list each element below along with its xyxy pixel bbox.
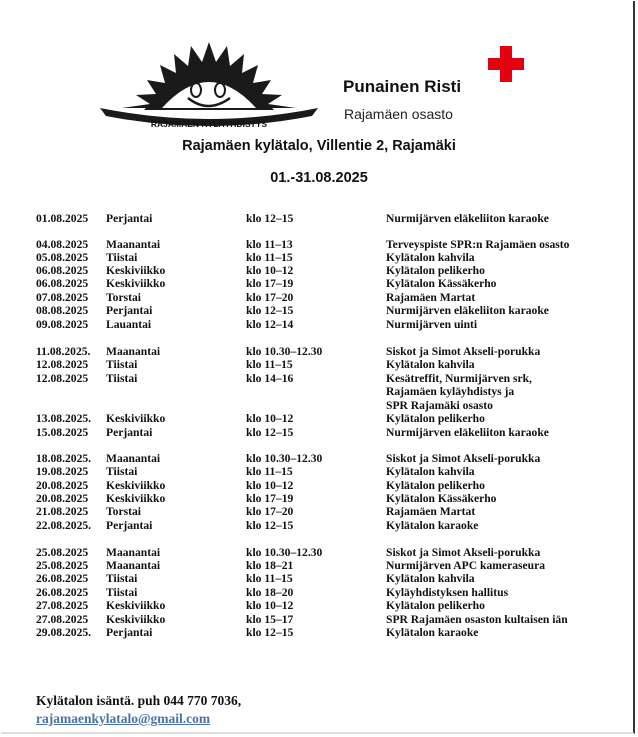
row-event: Kesätreffit, Nurmijärven srk, bbox=[386, 372, 532, 385]
row-day: Tiistai bbox=[106, 372, 138, 385]
row-date: 25.08.2025 bbox=[36, 559, 89, 572]
row-day: Tiistai bbox=[106, 251, 138, 264]
row-event: Kylätalon karaoke bbox=[386, 626, 479, 639]
row-day: Keskiviikko bbox=[106, 412, 166, 425]
row-event: Kylätalon kahvila bbox=[386, 358, 475, 371]
row-time: klo 18–21 bbox=[246, 559, 294, 572]
row-event: Kylätalon karaoke bbox=[386, 519, 479, 532]
row-day: Maanantai bbox=[106, 546, 161, 559]
row-event: Kylätalon kahvila bbox=[386, 465, 475, 478]
row-date: 08.08.2025 bbox=[36, 304, 89, 317]
period-title: 01.-31.08.2025 bbox=[270, 170, 368, 186]
row-time: klo 15–17 bbox=[246, 613, 294, 626]
row-time: klo 12–15 bbox=[246, 626, 294, 639]
logo-text: RAJAMÄEN KYLÄYHDISTYS bbox=[150, 119, 268, 129]
row-date: 21.08.2025 bbox=[36, 505, 89, 518]
row-time: klo 17–19 bbox=[246, 492, 294, 505]
row-day: Perjantai bbox=[106, 626, 153, 639]
row-event: Rajamäen kyläyhdistys ja bbox=[386, 385, 515, 398]
row-event: Kylätalon kahvila bbox=[386, 572, 475, 585]
row-date: 26.08.2025 bbox=[36, 586, 89, 599]
row-date: 20.08.2025 bbox=[36, 479, 89, 492]
row-event: Siskot ja Simot Akseli-porukka bbox=[386, 452, 541, 465]
row-event: Nurmijärven eläkeliiton karaoke bbox=[386, 304, 549, 317]
row-event: Nurmijärven APC kameraseura bbox=[386, 559, 546, 572]
row-event: Kylätalon pelikerho bbox=[386, 264, 485, 277]
row-time: klo 11–13 bbox=[246, 238, 293, 251]
row-date: 12.08.2025 bbox=[36, 372, 89, 385]
row-date: 15.08.2025 bbox=[36, 426, 89, 439]
row-date: 13.08.2025. bbox=[36, 412, 92, 425]
row-day: Perjantai bbox=[106, 426, 153, 439]
org-subtitle: Rajamäen osasto bbox=[344, 106, 453, 122]
row-date: 06.08.2025 bbox=[36, 277, 89, 290]
row-date: 27.08.2025 bbox=[36, 599, 89, 612]
row-day: Keskiviikko bbox=[106, 599, 166, 612]
row-event: Rajamäen Martat bbox=[386, 291, 476, 304]
row-date: 18.08.2025. bbox=[36, 452, 92, 465]
row-event: Kyläyhdistyksen hallitus bbox=[386, 586, 509, 599]
row-date: 29.08.2025. bbox=[36, 626, 92, 639]
row-date: 11.08.2025. bbox=[36, 345, 91, 358]
sun-icon bbox=[122, 42, 296, 110]
row-day: Maanantai bbox=[106, 345, 161, 358]
row-time: klo 17–20 bbox=[246, 505, 294, 518]
row-event: Siskot ja Simot Akseli-porukka bbox=[386, 546, 541, 559]
row-time: klo 18–20 bbox=[246, 586, 294, 599]
row-day: Keskiviikko bbox=[106, 492, 166, 505]
venue-address: Rajamäen kylätalo, Villentie 2, Rajamäki bbox=[182, 138, 456, 154]
row-event: Kylätalon Kässäkerho bbox=[386, 277, 497, 290]
row-event: Kylätalon pelikerho bbox=[386, 479, 485, 492]
row-day: Tiistai bbox=[106, 586, 138, 599]
contact-text: Kylätalon isäntä. puh 044 770 7036, bbox=[36, 693, 242, 708]
row-time: klo 14–16 bbox=[246, 372, 294, 385]
row-time: klo 10.30–12.30 bbox=[246, 345, 323, 358]
rajamaen-kylayhdistys-logo bbox=[96, 40, 322, 132]
row-event: Kylätalon pelikerho bbox=[386, 412, 485, 425]
row-time: klo 12–15 bbox=[246, 212, 294, 225]
row-time: klo 11–15 bbox=[246, 572, 293, 585]
row-date: 09.08.2025 bbox=[36, 318, 89, 331]
row-time: klo 10–12 bbox=[246, 599, 294, 612]
row-date: 22.08.2025. bbox=[36, 519, 92, 532]
row-date: 06.08.2025 bbox=[36, 264, 89, 277]
row-day: Maanantai bbox=[106, 559, 161, 572]
row-time: klo 12–14 bbox=[246, 318, 294, 331]
row-date: 19.08.2025 bbox=[36, 465, 89, 478]
row-date: 25.08.2025 bbox=[36, 546, 89, 559]
row-event: SPR Rajamäen osaston kultaisen iän bbox=[386, 613, 568, 626]
row-event: Nurmijärven eläkeliiton karaoke bbox=[386, 426, 549, 439]
row-date: 01.08.2025 bbox=[36, 212, 89, 225]
row-date: 12.08.2025 bbox=[36, 358, 89, 371]
row-time: klo 17–20 bbox=[246, 291, 294, 304]
row-day: Perjantai bbox=[106, 212, 153, 225]
row-day: Tiistai bbox=[106, 465, 138, 478]
row-day: Tiistai bbox=[106, 572, 138, 585]
row-date: 20.08.2025 bbox=[36, 492, 89, 505]
row-event: SPR Rajamäki osasto bbox=[386, 399, 493, 412]
row-event: Kylätalon pelikerho bbox=[386, 599, 485, 612]
row-day: Keskiviikko bbox=[106, 613, 166, 626]
row-date: 07.08.2025 bbox=[36, 291, 89, 304]
row-time: klo 12–15 bbox=[246, 519, 294, 532]
row-day: Maanantai bbox=[106, 238, 161, 251]
row-day: Torstai bbox=[106, 291, 142, 304]
row-date: 26.08.2025 bbox=[36, 572, 89, 585]
row-event: Siskot ja Simot Akseli-porukka bbox=[386, 345, 541, 358]
row-event: Nurmijärven uinti bbox=[386, 318, 478, 331]
row-day: Keskiviikko bbox=[106, 277, 166, 290]
row-event: Rajamäen Martat bbox=[386, 505, 476, 518]
row-time: klo 12–15 bbox=[246, 304, 294, 317]
row-day: Maanantai bbox=[106, 452, 161, 465]
row-time: klo 10–12 bbox=[246, 479, 294, 492]
row-event: Kylätalon Kässäkerho bbox=[386, 492, 497, 505]
row-event: Nurmijärven eläkeliiton karaoke bbox=[386, 212, 549, 225]
row-day: Perjantai bbox=[106, 519, 153, 532]
row-day: Lauantai bbox=[106, 318, 152, 331]
org-title: Punainen Risti bbox=[343, 77, 462, 96]
row-time: klo 17–19 bbox=[246, 277, 294, 290]
row-day: Torstai bbox=[106, 505, 142, 518]
red-cross-icon bbox=[488, 46, 524, 82]
row-date: 27.08.2025 bbox=[36, 613, 89, 626]
row-time: klo 10.30–12.30 bbox=[246, 546, 323, 559]
row-day: Tiistai bbox=[106, 358, 138, 371]
row-event: Kylätalon kahvila bbox=[386, 251, 475, 264]
row-time: klo 10–12 bbox=[246, 264, 294, 277]
row-day: Keskiviikko bbox=[106, 479, 166, 492]
row-time: klo 11–15 bbox=[246, 251, 293, 264]
row-time: klo 10.30–12.30 bbox=[246, 452, 323, 465]
row-time: klo 12–15 bbox=[246, 426, 294, 439]
row-event: Terveyspiste SPR:n Rajamäen osasto bbox=[386, 238, 570, 251]
row-time: klo 10–12 bbox=[246, 412, 294, 425]
row-day: Keskiviikko bbox=[106, 264, 166, 277]
row-day: Perjantai bbox=[106, 304, 153, 317]
row-time: klo 11–15 bbox=[246, 465, 293, 478]
row-date: 04.08.2025 bbox=[36, 238, 89, 251]
row-time: klo 11–15 bbox=[246, 358, 293, 371]
email-link[interactable]: rajamaenkylatalo@gmail.com bbox=[36, 711, 211, 726]
row-date: 05.08.2025 bbox=[36, 251, 89, 264]
